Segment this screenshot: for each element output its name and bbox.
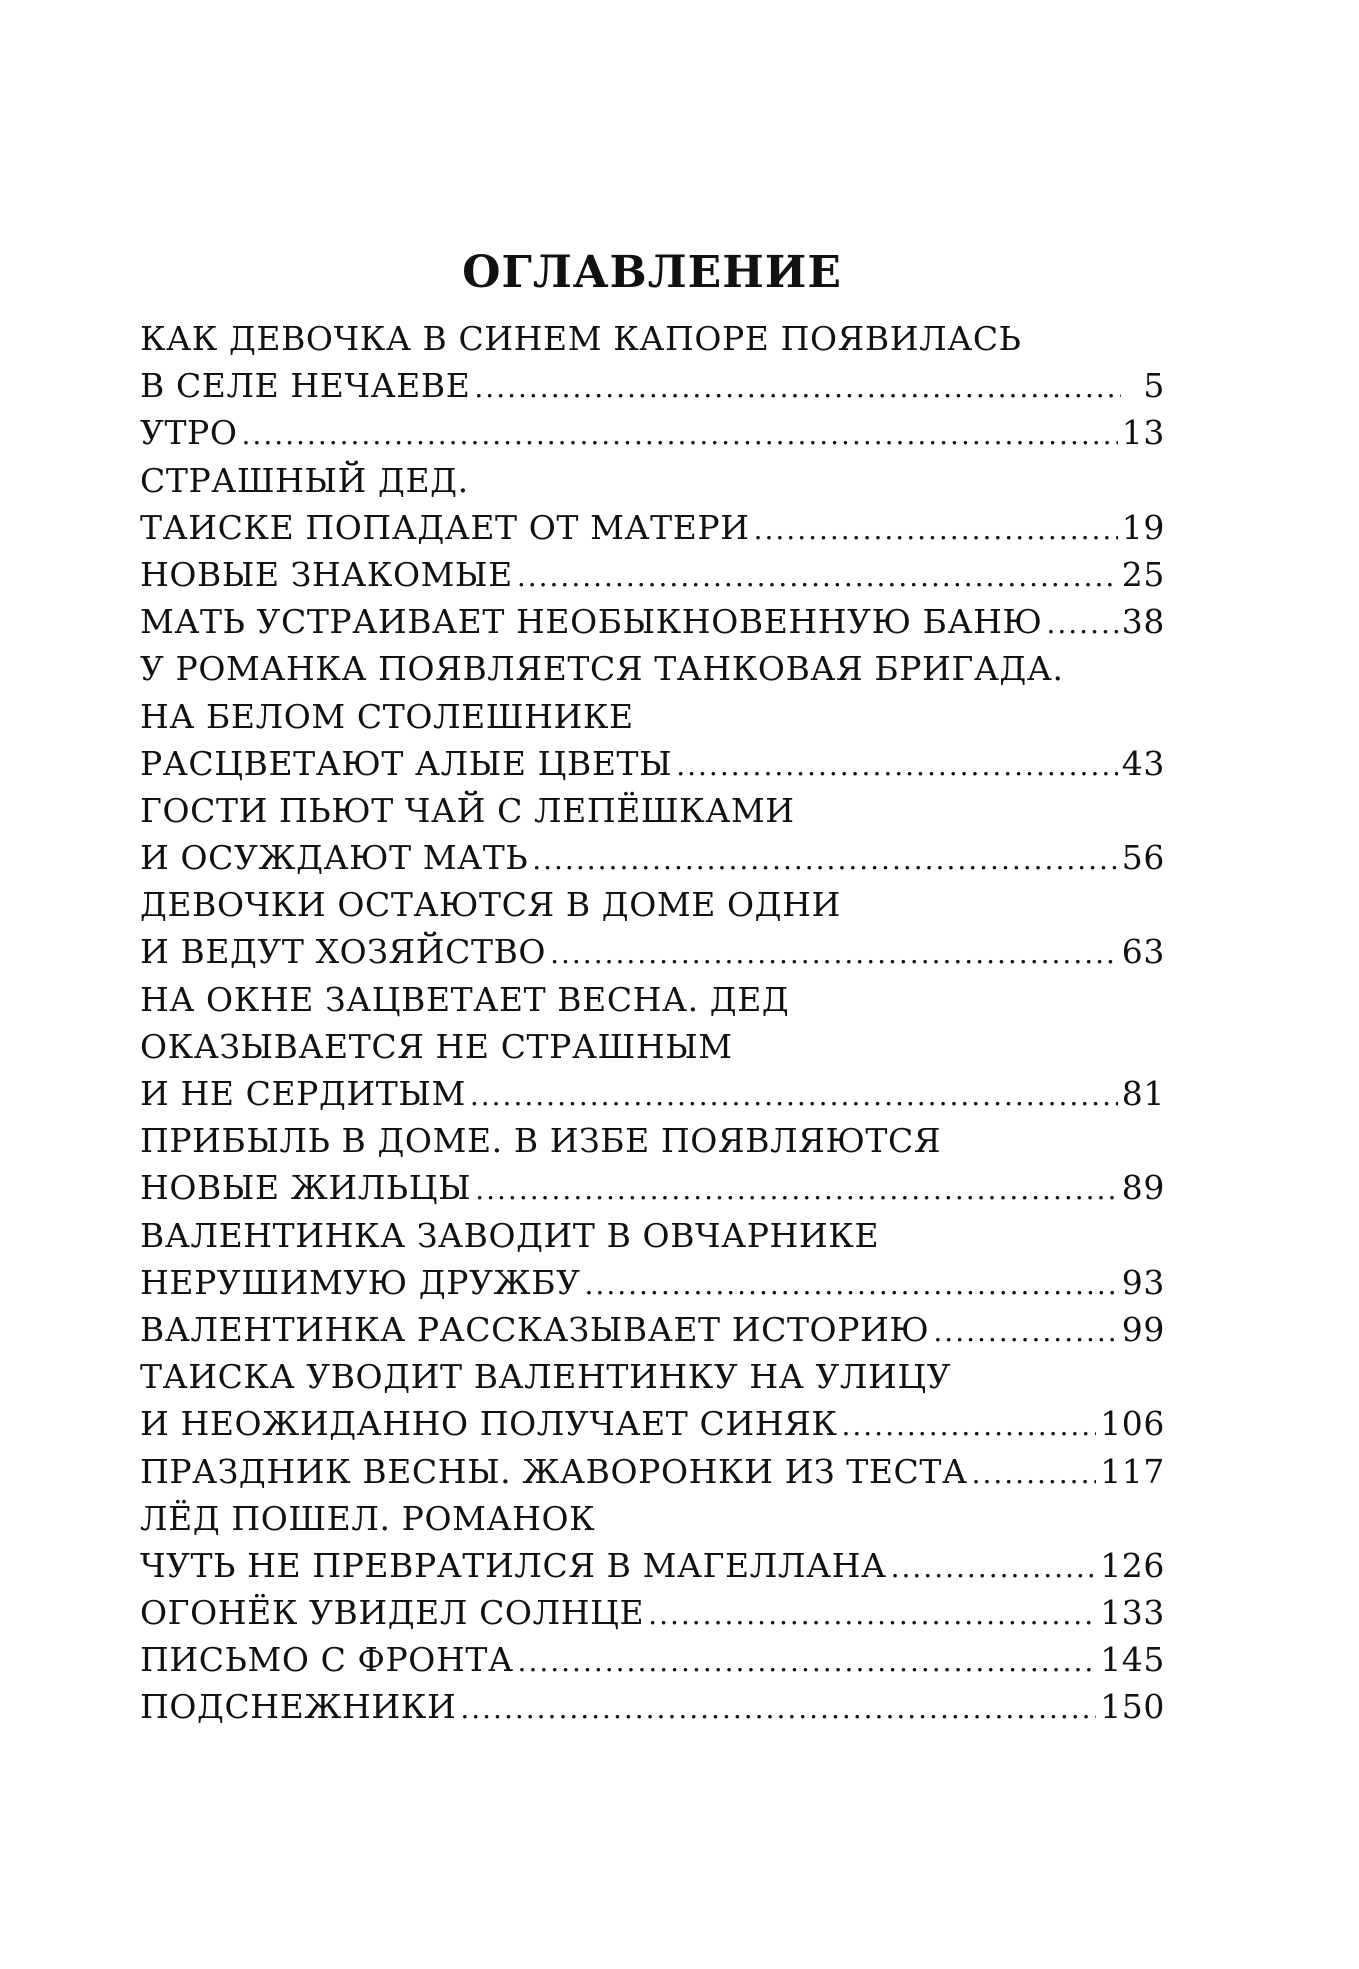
toc-entry-line: [140, 1212, 1165, 1259]
toc-entry-line: [140, 787, 1165, 834]
toc-entry-line: [140, 1306, 1165, 1353]
toc-entry-line: [140, 1023, 1165, 1070]
toc-entry-line: [140, 315, 1165, 362]
dot-leader: [676, 742, 1118, 789]
toc-entry-line: [140, 1164, 1165, 1211]
table-of-contents: [140, 315, 1165, 1731]
toc-entry-line: [140, 1495, 1165, 1542]
toc-entry: [140, 1495, 1165, 1589]
toc-page-number: 99: [1121, 1309, 1165, 1349]
toc-page-number: 81: [1121, 1074, 1165, 1113]
toc-entry-line: [140, 504, 1165, 551]
toc-entry: [140, 787, 1165, 881]
toc-entry: [140, 457, 1165, 551]
dot-leader: [517, 553, 1118, 600]
toc-entry-line: [140, 551, 1165, 598]
toc-entry-title: РАСЦВЕТАЮТ АЛЫЕ ЦВЕТЫ: [140, 743, 673, 783]
toc-entry: [140, 1589, 1165, 1636]
toc-entry: [140, 1306, 1165, 1353]
toc-entry-title: НА ОКНЕ ЗАЦВЕТАЕТ ВЕСНА. ДЕД: [140, 979, 790, 1019]
toc-entry-line: [140, 362, 1165, 409]
page-title: ОГЛАВЛЕНИЕ: [462, 247, 842, 299]
toc-entry-line: [140, 1683, 1165, 1730]
toc-entry: [140, 1353, 1165, 1447]
toc-entry-title: ТАИСКА УВОДИТ ВАЛЕНТИНКУ НА УЛИЦУ: [140, 1357, 952, 1397]
dot-leader: [550, 930, 1118, 977]
toc-entry-line: [140, 1636, 1165, 1683]
dot-leader: [470, 1072, 1118, 1119]
toc-entry-title: МАТЬ УСТРАИВАЕТ НЕОБЫКНОВЕННУЮ БАНЮ: [140, 602, 1043, 642]
toc-entry-line: [140, 409, 1165, 456]
toc-entry-line: [140, 1070, 1165, 1117]
toc-page-number: 63: [1121, 932, 1165, 972]
toc-entry-title: ЧУТЬ НЕ ПРЕВРАТИЛСЯ В МАГЕЛЛАНА: [140, 1545, 887, 1585]
toc-entry-title: НОВЫЕ ЗНАКОМЫЕ: [140, 554, 513, 594]
toc-entry-title: ПОДСНЕЖНИКИ: [140, 1687, 457, 1727]
toc-entry-title: И НЕОЖИДАННО ПОЛУЧАЕТ СИНЯК: [140, 1404, 838, 1444]
toc-page-number: 13: [1121, 413, 1165, 453]
toc-entry-line: [140, 1400, 1165, 1447]
toc-entry: [140, 598, 1165, 645]
toc-page-number: 133: [1100, 1593, 1165, 1633]
dot-leader: [460, 1685, 1096, 1732]
toc-entry-title: У РОМАНКА ПОЯВЛЯЕТСЯ ТАНКОВАЯ БРИГАДА.: [140, 649, 1064, 689]
toc-page-number: 56: [1121, 838, 1165, 878]
toc-entry-line: [140, 1117, 1165, 1164]
toc-page-number: 150: [1100, 1687, 1165, 1727]
toc-page-number: 5: [1143, 366, 1165, 406]
dot-leader: [532, 836, 1118, 883]
toc-entry: [140, 645, 1165, 787]
toc-entry: [140, 315, 1165, 409]
dot-leader: [933, 1308, 1117, 1355]
toc-entry-title: И НЕ СЕРДИТЫМ: [140, 1074, 466, 1113]
toc-entry-line: [140, 881, 1165, 928]
toc-entry-title: КАК ДЕВОЧКА В СИНЕМ КАПОРЕ ПОЯВИЛАСЬ: [140, 319, 1022, 358]
toc-entry-title: НОВЫЕ ЖИЛЬЦЫ: [140, 1168, 472, 1208]
toc-entry-line: [140, 1448, 1165, 1495]
dot-leader: [841, 1402, 1096, 1449]
toc-entry-title: ОГОНЁК УВИДЕЛ СОЛНЦЕ: [140, 1593, 645, 1633]
toc-entry-title: ПИСЬМО С ФРОНТА: [140, 1640, 514, 1680]
toc-entry: [140, 1683, 1165, 1730]
toc-page-number: 117: [1100, 1451, 1165, 1491]
toc-entry-line: [140, 598, 1165, 645]
dot-leader: [891, 1544, 1097, 1591]
toc-entry-line: [140, 834, 1165, 881]
toc-entry-title: ТАИСКЕ ПОПАДАЕТ ОТ МАТЕРИ: [140, 507, 750, 547]
toc-entry-title: ВАЛЕНТИНКА ЗАВОДИТ В ОВЧАРНИКЕ: [140, 1215, 880, 1255]
toc-entry-title: ПРИБЫЛЬ В ДОМЕ. В ИЗБЕ ПОЯВЛЯЮТСЯ: [140, 1121, 942, 1161]
toc-entry-title: ДЕВОЧКИ ОСТАЮТСЯ В ДОМЕ ОДНИ: [140, 885, 841, 925]
dot-leader: [518, 1638, 1097, 1685]
toc-entry-line: [140, 645, 1165, 692]
toc-entry-title: В СЕЛЕ НЕЧАЕВЕ: [140, 366, 471, 406]
toc-page-number: 145: [1100, 1640, 1165, 1680]
dot-leader: [242, 411, 1118, 458]
toc-entry-title: УТРО: [140, 413, 238, 453]
toc-entry: [140, 1448, 1165, 1495]
toc-page-number: 106: [1100, 1404, 1165, 1444]
dot-leader: [972, 1450, 1097, 1497]
toc-entry: [140, 1636, 1165, 1683]
toc-entry-title: ПРАЗДНИК ВЕСНЫ. ЖАВОРОНКИ ИЗ ТЕСТА: [140, 1451, 968, 1491]
toc-entry-title: СТРАШНЫЙ ДЕД.: [140, 460, 469, 500]
toc-page-number: 38: [1121, 602, 1165, 642]
toc-entry-title: ЛЁД ПОШЕЛ. РОМАНОК: [140, 1498, 596, 1538]
toc-entry-line: [140, 693, 1165, 740]
toc-page-number: 19: [1121, 507, 1165, 547]
toc-entry: [140, 881, 1165, 975]
toc-page-number: 93: [1121, 1262, 1165, 1302]
toc-entry-line: [140, 740, 1165, 787]
dot-leader: [648, 1591, 1096, 1638]
toc-entry-title: ВАЛЕНТИНКА РАССКАЗЫВАЕТ ИСТОРИЮ: [140, 1309, 930, 1349]
toc-page-number: 89: [1121, 1168, 1165, 1208]
toc-entry-line: [140, 1589, 1165, 1636]
toc-entry-line: [140, 1353, 1165, 1400]
toc-entry-line: [140, 1542, 1165, 1589]
toc-entry-title: НЕРУШИМУЮ ДРУЖБУ: [140, 1262, 581, 1302]
toc-entry-title: НА БЕЛОМ СТОЛЕШНИКЕ: [140, 696, 634, 736]
dot-leader: [754, 506, 1118, 553]
toc-entry: [140, 976, 1165, 1118]
dot-leader: [585, 1261, 1118, 1308]
toc-entry-line: [140, 457, 1165, 504]
toc-entry: [140, 409, 1165, 456]
dot-leader: [474, 364, 1121, 411]
dot-leader: [1046, 600, 1117, 647]
toc-entry-line: [140, 1259, 1165, 1306]
toc-page-number: 126: [1100, 1545, 1165, 1585]
toc-entry-title: ОКАЗЫВАЕТСЯ НЕ СТРАШНЫМ: [140, 1026, 733, 1066]
toc-entry-line: [140, 928, 1165, 975]
toc-entry-title: ГОСТИ ПЬЮТ ЧАЙ С ЛЕПЁШКАМИ: [140, 790, 795, 830]
toc-entry: [140, 1117, 1165, 1211]
toc-entry-title: И ОСУЖДАЮТ МАТЬ: [140, 838, 529, 878]
toc-entry: [140, 1212, 1165, 1306]
toc-entry-title: И ВЕДУТ ХОЗЯЙСТВО: [140, 932, 547, 972]
toc-page-number: 43: [1121, 743, 1165, 783]
dot-leader: [475, 1166, 1118, 1213]
toc-entry: [140, 551, 1165, 598]
toc-entry-line: [140, 976, 1165, 1023]
toc-page-number: 25: [1121, 554, 1165, 594]
